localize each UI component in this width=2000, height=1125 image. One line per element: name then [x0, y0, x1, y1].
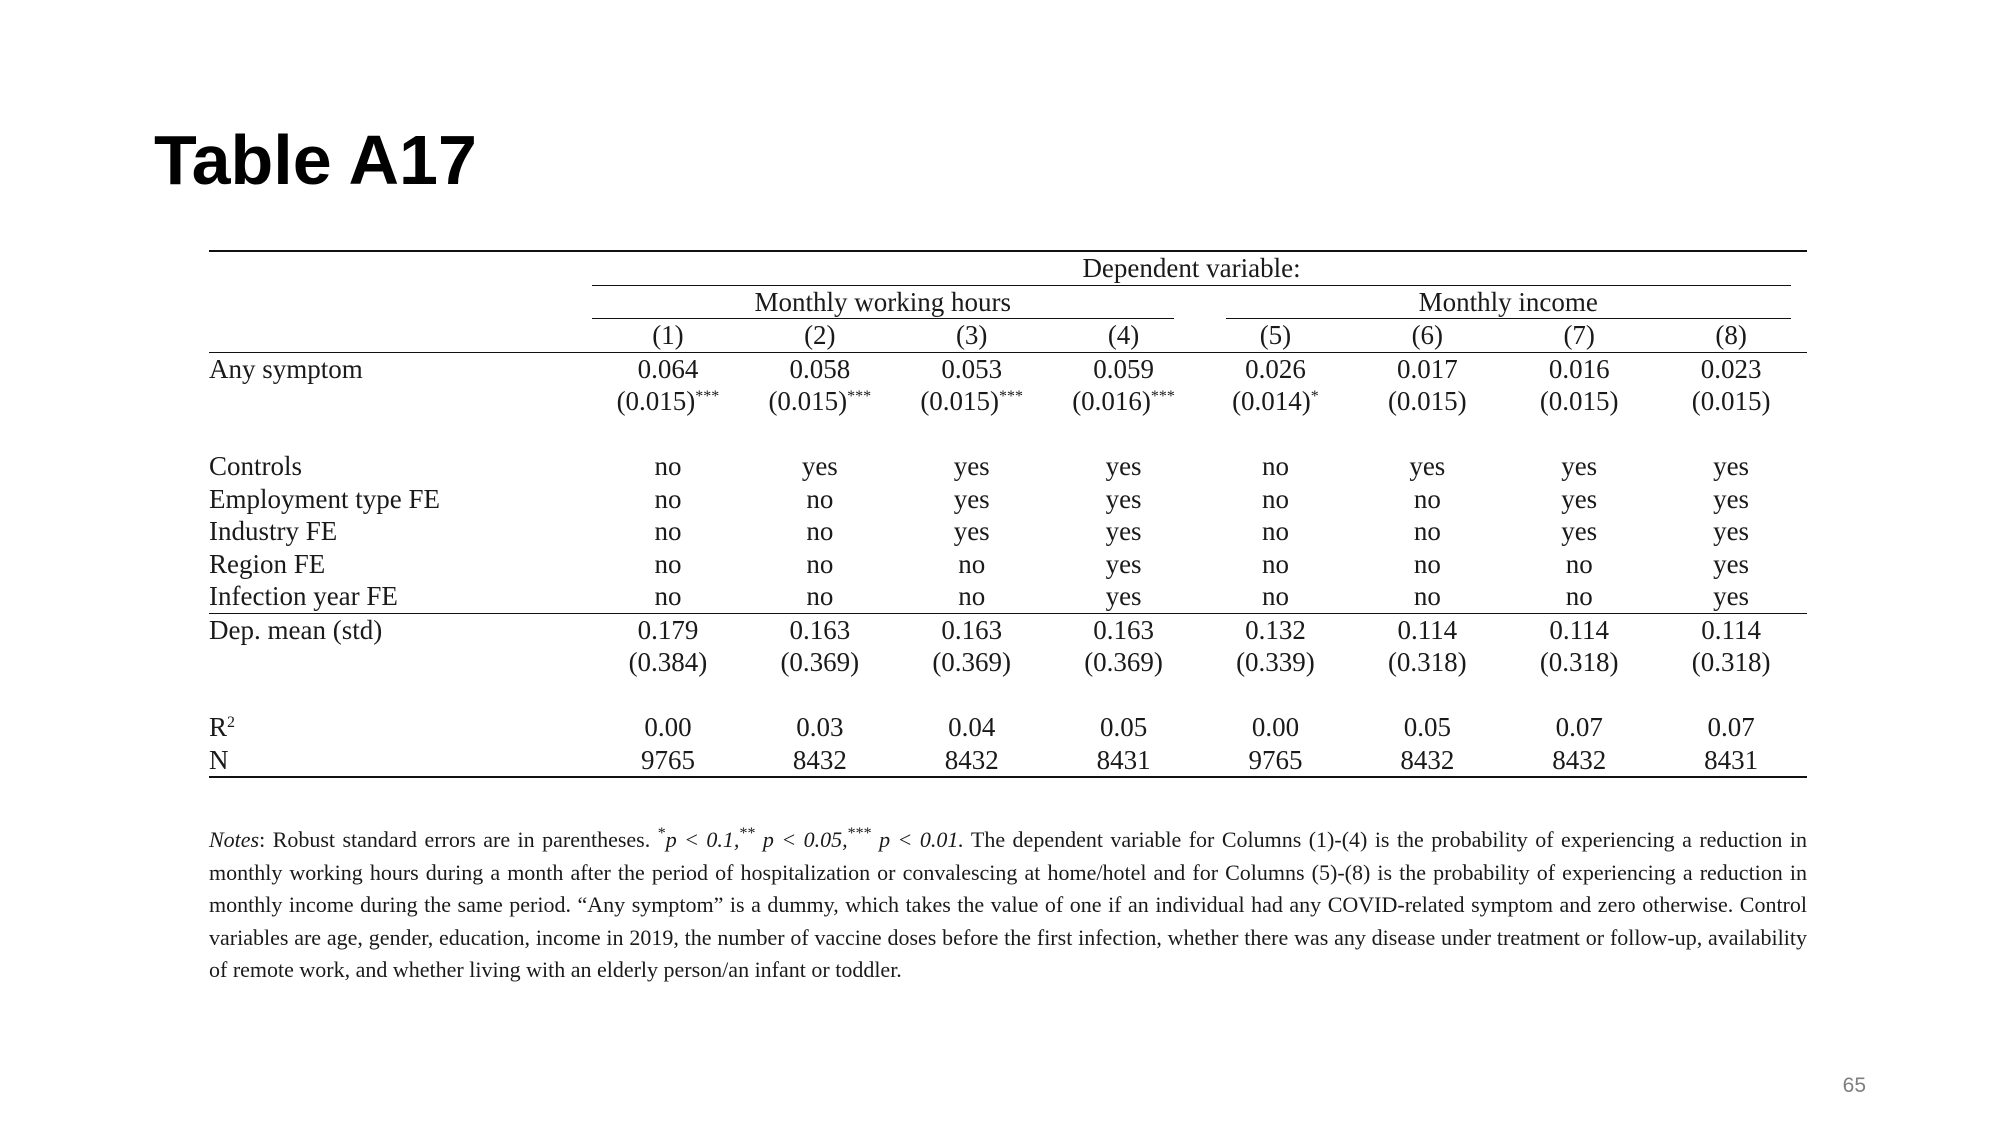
- indicator-cell: no: [654, 451, 682, 481]
- mean-cell: 0.163: [744, 613, 896, 646]
- standard-error-cell: (0.015)***: [920, 386, 1024, 416]
- indicator-cell: no: [1261, 451, 1289, 481]
- mean-cell: 0.114: [1655, 613, 1807, 646]
- indicator-cell: no: [806, 548, 834, 579]
- indicator-cell: no: [1413, 581, 1441, 611]
- indicator-cell: yes: [801, 451, 838, 481]
- column-header: (3): [955, 320, 988, 350]
- std-cell: (0.369): [932, 647, 1012, 677]
- any-symptom-se-row: [209, 385, 1807, 418]
- r-squared-cell: 0.03: [796, 712, 844, 742]
- dep-mean-row: [209, 613, 1807, 646]
- n-cell: 8432: [792, 744, 847, 775]
- row-label-industry-fe: Industry FE: [209, 516, 338, 546]
- page-number: 65: [1842, 1074, 1866, 1097]
- indicator-cell: no: [1261, 483, 1289, 514]
- standard-error-cell: (0.015)***: [616, 386, 720, 416]
- std-cell: (0.369): [1084, 647, 1163, 677]
- indicator-cell: yes: [953, 516, 990, 546]
- column-header: (8): [1715, 320, 1747, 350]
- significance-stars: *: [1310, 388, 1319, 405]
- sig-level-3: p < 0.01.: [879, 827, 964, 852]
- indicator-cell: yes: [1561, 451, 1598, 481]
- slide-title: Table A17: [154, 121, 477, 199]
- r-squared-cell: 0.04: [948, 712, 996, 742]
- indicator-cell: yes: [1105, 451, 1142, 481]
- coefficient-cell: 0.064: [592, 352, 744, 385]
- mean-cell: 0.114: [1351, 613, 1503, 646]
- n-cell: 9765: [1248, 744, 1303, 775]
- regression-table: [209, 250, 1807, 778]
- indicator-cell: no: [958, 581, 986, 611]
- significance-stars: ***: [999, 388, 1024, 405]
- indicator-cell: no: [1565, 548, 1593, 579]
- row-label-any-symptom: Any symptom: [209, 352, 592, 385]
- row-label-controls: Controls: [209, 451, 303, 481]
- dependent-variable-row: [209, 251, 1807, 286]
- sig-level-2: p < 0.05,: [762, 827, 848, 852]
- standard-error-cell: (0.016)***: [1072, 386, 1175, 416]
- indicator-cell: yes: [953, 483, 990, 514]
- table-notes: Notes: Robust standard errors are in parentheses. *p < 0.1,** p < 0.05,*** p < 0.01. The dependent variable for Columns (1)-(4) is the probability of experiencing a reduction in monthly working hours during a month after the period of hospitalization or convalescing at home/hotel and for Columns (5)-(8) is the probability of experiencing a reduction in monthly income during the same period. “Any symptom” is a dummy, which takes the value of one if an individual had any COVID-related symptom and zero otherwise. Control variables are age, gender, education, income in 2019, the number of vaccine doses before the first infection, whether there was any disease under treatment or follow-up, availability of remote work, and whether living with an elderly person/an infant or toddler.: [209, 825, 1807, 982]
- indicator-cell: no: [806, 483, 834, 514]
- standard-error-cell: (0.014)*: [1232, 386, 1319, 416]
- mean-cell: 0.163: [1048, 613, 1200, 646]
- n-cell: 8431: [1096, 744, 1151, 775]
- n-cell: 8432: [944, 744, 999, 775]
- mean-cell: 0.163: [896, 613, 1048, 646]
- r-squared-cell: 0.05: [1403, 712, 1451, 742]
- n-cell: 9765: [640, 744, 695, 775]
- indicator-cell: no: [1413, 516, 1441, 546]
- indicator-cell: no: [1413, 548, 1441, 579]
- indicator-cell: no: [654, 548, 682, 579]
- r-squared-cell: 0.07: [1555, 712, 1603, 742]
- column-header: (6): [1411, 320, 1444, 350]
- row-label-region-fe: Region FE: [209, 548, 326, 579]
- std-cell: (0.339): [1236, 647, 1315, 677]
- region-fe-row: [209, 548, 1807, 581]
- mean-cell: 0.132: [1200, 613, 1352, 646]
- n-row: [209, 744, 1807, 778]
- indicator-cell: yes: [1409, 451, 1446, 481]
- regression-table-container: [209, 250, 1807, 778]
- indicator-cell: no: [654, 483, 682, 514]
- controls-row: [209, 450, 1807, 483]
- indicator-cell: yes: [1713, 548, 1750, 579]
- indicator-cell: yes: [1105, 483, 1142, 514]
- indicator-cell: yes: [953, 451, 990, 481]
- row-label-dep-mean: Dep. mean (std): [209, 613, 592, 646]
- row-label-r-squared: $R^2$: [209, 712, 236, 742]
- indicator-cell: yes: [1105, 516, 1142, 546]
- indicator-cell: yes: [1561, 516, 1598, 546]
- indicator-cell: yes: [1561, 483, 1598, 514]
- indicator-cell: yes: [1713, 483, 1750, 514]
- r-squared-cell: 0.00: [1251, 712, 1300, 742]
- column-header: (4): [1107, 320, 1140, 350]
- coefficient-cell: 0.023: [1655, 352, 1807, 385]
- group-header-row: [209, 286, 1807, 320]
- std-cell: (0.318): [1539, 647, 1619, 677]
- coefficient-cell: 0.017: [1351, 352, 1503, 385]
- standard-error-cell: (0.015)***: [768, 386, 872, 416]
- row-label-infection-year-fe: Infection year FE: [209, 581, 398, 611]
- industry-fe-row: [209, 515, 1807, 548]
- indicator-cell: yes: [1713, 581, 1750, 611]
- indicator-cell: no: [654, 581, 682, 611]
- indicator-cell: no: [806, 516, 834, 546]
- std-cell: (0.318): [1387, 647, 1467, 677]
- significance-stars: ***: [695, 388, 720, 405]
- significance-stars: ***: [1150, 388, 1175, 405]
- coefficient-cell: 0.059: [1048, 352, 1200, 385]
- coefficient-cell: 0.016: [1503, 352, 1655, 385]
- column-header: (1): [652, 320, 684, 350]
- r-squared-cell: 0.07: [1707, 712, 1755, 742]
- group-header-income: Monthly income: [1418, 286, 1598, 317]
- mean-cell: 0.179: [592, 613, 744, 646]
- infection-year-fe-row: [209, 580, 1807, 613]
- row-label-n: N: [209, 744, 229, 775]
- dependent-variable-label: Dependent variable:: [1082, 253, 1301, 283]
- standard-error-cell: (0.015): [1539, 386, 1619, 416]
- mean-cell: 0.114: [1503, 613, 1655, 646]
- group-header-working-hours: Monthly working hours: [754, 286, 1011, 317]
- sig-level-1: p < 0.1,: [665, 827, 740, 852]
- indicator-cell: yes: [1713, 516, 1750, 546]
- significance-stars: ***: [847, 388, 872, 405]
- indicator-cell: yes: [1105, 548, 1142, 579]
- coefficient-cell: 0.053: [896, 352, 1048, 385]
- indicator-cell: no: [1261, 548, 1289, 579]
- n-cell: 8432: [1552, 744, 1607, 775]
- standard-error-cell: (0.015): [1387, 386, 1467, 416]
- standard-error-cell: (0.015): [1691, 386, 1771, 416]
- coefficient-cell: 0.026: [1200, 352, 1352, 385]
- n-cell: 8432: [1400, 744, 1455, 775]
- indicator-cell: no: [654, 516, 682, 546]
- dep-std-row: [209, 646, 1807, 679]
- employment-type-fe-row: [209, 483, 1807, 516]
- column-header: (5): [1259, 320, 1292, 350]
- indicator-cell: yes: [1105, 581, 1142, 611]
- indicator-cell: no: [1565, 581, 1593, 611]
- row-label-employment-type-fe: Employment type FE: [209, 483, 440, 514]
- column-header: (7): [1563, 320, 1595, 350]
- std-cell: (0.318): [1691, 647, 1771, 677]
- r-squared-cell: 0.00: [644, 712, 692, 742]
- any-symptom-coef-row: [209, 352, 1807, 385]
- column-header: (2): [804, 320, 836, 350]
- n-cell: 8431: [1704, 744, 1759, 775]
- indicator-cell: no: [1261, 516, 1289, 546]
- indicator-cell: yes: [1713, 451, 1750, 481]
- coefficient-cell: 0.058: [744, 352, 896, 385]
- std-cell: (0.369): [780, 647, 860, 677]
- indicator-cell: no: [1413, 483, 1441, 514]
- indicator-cell: no: [806, 581, 834, 611]
- column-numbers-row: [209, 319, 1807, 352]
- indicator-cell: no: [958, 548, 986, 579]
- r-squared-cell: 0.05: [1099, 712, 1148, 742]
- notes-label: Notes: [209, 827, 260, 852]
- r-squared-row: [209, 711, 1807, 744]
- indicator-cell: no: [1261, 581, 1289, 611]
- std-cell: (0.384): [628, 647, 708, 677]
